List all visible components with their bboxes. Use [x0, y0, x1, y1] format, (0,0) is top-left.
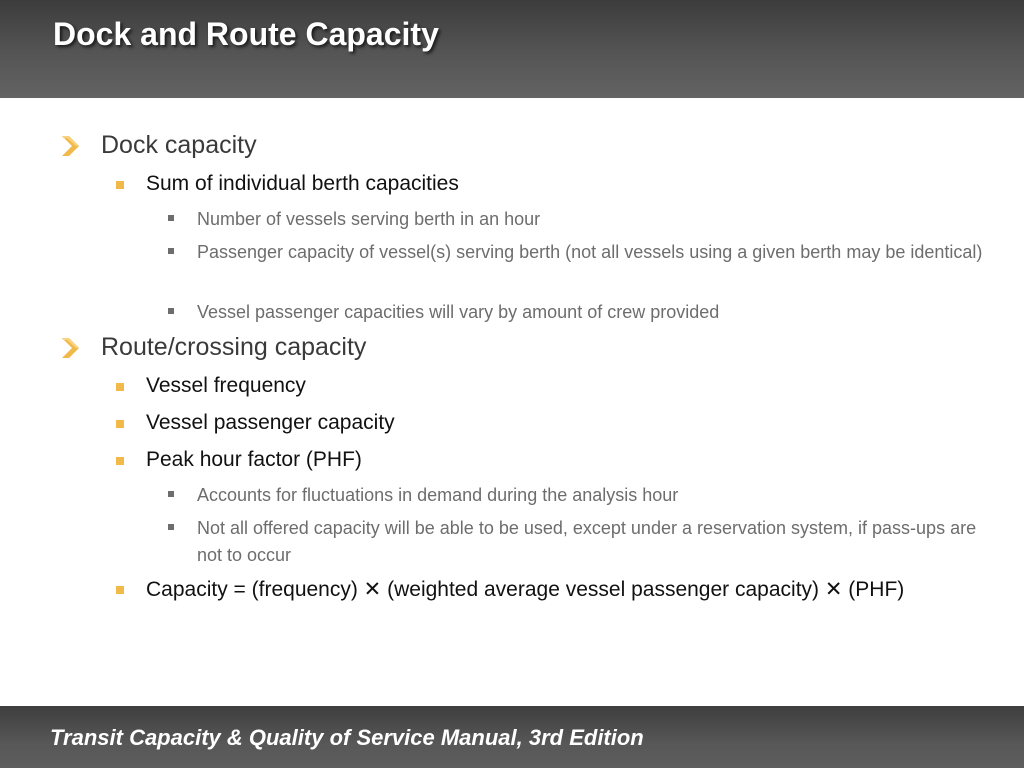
square-bullet-icon	[168, 524, 174, 530]
square-bullet-icon	[116, 586, 124, 594]
bullet-offered-capacity: Not all offered capacity will be able to be used, except under a reservation system, if pass-ups are not to occur	[197, 518, 977, 565]
square-bullet-icon	[168, 491, 174, 497]
square-bullet-icon	[116, 383, 124, 391]
bullet-route-crossing-capacity: Route/crossing capacity	[101, 333, 367, 361]
bullet-capacity-formula: Capacity = (frequency) ✕ (weighted average vessel passenger capacity) ✕ (PHF)	[146, 578, 905, 601]
square-bullet-icon	[168, 308, 174, 314]
square-bullet-icon	[168, 215, 174, 221]
footer-text: Transit Capacity & Quality of Service Manual, 3rd Edition	[50, 725, 644, 750]
chevron-right-icon	[59, 134, 83, 158]
square-bullet-icon	[116, 457, 124, 465]
bullet-sum-berth-capacities: Sum of individual berth capacities	[146, 172, 459, 195]
square-bullet-icon	[116, 181, 124, 189]
slide-title: Dock and Route Capacity	[53, 16, 439, 52]
slide-header	[0, 0, 1024, 98]
slide-footer	[0, 706, 1024, 768]
bullet-vessel-passenger-capacity-route: Vessel passenger capacity	[146, 411, 395, 434]
square-bullet-icon	[168, 248, 174, 254]
bullet-demand-fluctuations: Accounts for fluctuations in demand during the analysis hour	[197, 485, 679, 505]
bullet-crew-variation: Vessel passenger capacities will vary by amount of crew provided	[197, 302, 720, 322]
bullet-dock-capacity: Dock capacity	[101, 131, 257, 159]
chevron-right-icon	[59, 336, 83, 360]
bullet-vessel-frequency: Vessel frequency	[146, 374, 306, 397]
square-bullet-icon	[116, 420, 124, 428]
bullet-vessel-passenger-capacity: Passenger capacity of vessel(s) serving berth (not all vessels using a given berth may be identical)	[197, 242, 983, 262]
bullet-peak-hour-factor: Peak hour factor (PHF)	[146, 448, 362, 471]
bullet-vessels-per-hour: Number of vessels serving berth in an hour	[197, 209, 541, 229]
slide-content	[0, 98, 1024, 706]
